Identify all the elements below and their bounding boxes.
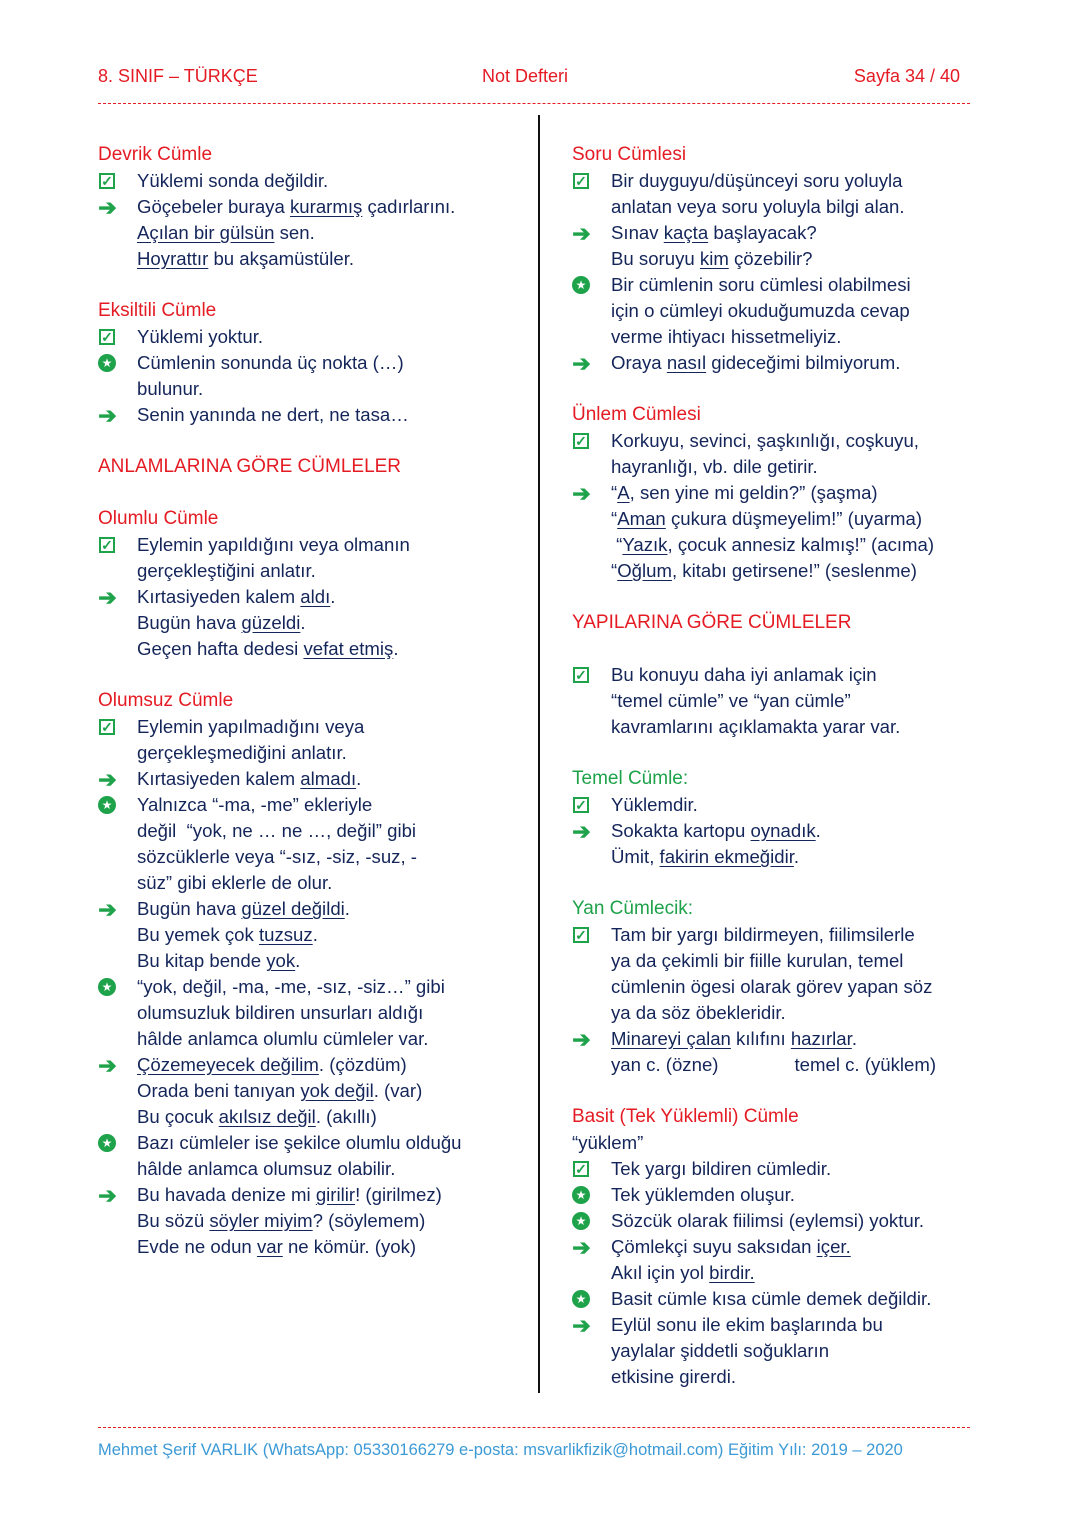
text-segment: Kırtasiyeden kalem [137,768,301,789]
text-segment: . (var) [373,1080,423,1101]
list-item [572,1312,992,1390]
text-segment: Sınav [611,222,664,243]
item-line [137,766,518,792]
list-item [98,1052,518,1130]
text-line [572,1130,992,1156]
list-item [572,1234,992,1286]
item-line [611,818,992,844]
text-segment: ? (söylemem) [312,1210,426,1231]
section-heading: Basit (Tek Yüklemli) Cümle [572,1106,799,1127]
text-segment: kavramlarını açıklamakta yarar var. [611,716,901,737]
item-line [137,532,518,558]
item-line [611,792,992,818]
list-item [98,402,518,428]
item-line [611,1156,992,1182]
item-line [137,324,518,350]
text-segment: ne kömür. (yok) [282,1236,417,1257]
spacer [98,480,518,506]
underlined-text: güzel değildi [241,898,345,919]
text-segment: Eylemin yapıldığını veya olmanın [137,534,410,555]
item-line [137,844,518,870]
text-segment: Bir duyguyu/düşünceyi soru yoluyla [611,170,903,191]
underlined-text: Aman [617,508,666,529]
item-line [137,922,518,948]
item-line [611,974,992,1000]
spacer [572,584,992,610]
left-column [98,142,518,1260]
text-segment: başlayacak? [708,222,817,243]
text-segment: çadırlarını. [362,196,456,217]
text-segment: hayranlığı, vb. dile getirir. [611,456,818,477]
text-segment: . [300,612,306,633]
arrow-icon: ➔ [572,1026,591,1052]
text-segment: ! (girilmez) [355,1184,442,1205]
item-line [137,636,518,662]
underlined-text: tuzsuz [258,924,313,945]
list-item [572,1208,992,1234]
text-segment: gerçekleştiğini anlatır. [137,560,316,581]
text-segment: Bazı cümleler ise şekilce olumlu olduğu [137,1132,462,1153]
list-item [572,1156,992,1182]
underlined-text: vefat etmiş [303,638,394,659]
section-heading: Olumsuz Cümle [98,690,234,711]
text-segment: sözcüklerle veya “-sız, -siz, -suz, - [137,846,417,867]
text-segment: Eylül sonu ile ekim başlarında bu [611,1314,883,1335]
text-segment: Yüklemi sonda değildir. [137,170,329,191]
item-line [611,1338,992,1364]
text-segment: Cümlenin sonunda üç nokta (…) [137,352,404,373]
list-item [572,480,992,584]
list-item [98,896,518,974]
item-line [137,714,518,740]
text-segment: “ [611,560,618,581]
text-segment: “yüklem” [572,1132,644,1153]
text-segment: Tek yargı bildiren cümledir. [611,1158,832,1179]
text-segment: Göçebeler buraya [137,196,290,217]
list-item [572,792,992,818]
item-line [137,974,518,1000]
item-line [137,1182,518,1208]
text-segment: Yalnızca “-ma, -me” ekleriyle [137,794,373,815]
text-segment: . [312,924,318,945]
section-heading: Olumlu Cümle [98,508,219,529]
item-line [611,662,992,688]
item-line [611,1182,992,1208]
text-segment: Bu soruyu [611,248,700,269]
star-icon: ★ [98,354,116,372]
check-icon: ✓ [99,719,115,735]
text-segment: “ [611,534,623,555]
item-line [611,844,992,870]
text-segment: Çömlekçi suyu saksıdan [611,1236,817,1257]
underlined-text: kim [699,248,729,269]
item-line [137,1104,518,1130]
item-line [137,376,518,402]
list-item [98,1130,518,1182]
item-line [137,584,518,610]
list-item [98,584,518,662]
text-segment: . (çözdüm) [318,1054,407,1075]
text-segment: Bu sözü [137,1210,210,1231]
list-item [98,324,518,350]
item-line [611,1052,992,1078]
text-segment: . [356,768,362,789]
item-line [137,1234,518,1260]
text-segment: Senin yanında ne dert, ne tasa… [137,404,409,425]
item-line [137,1130,518,1156]
text-segment: , çocuk annesiz kalmış!” (acıma) [667,534,935,555]
list-item [572,168,992,220]
check-icon: ✓ [573,797,589,813]
list-item [98,168,518,194]
underlined-text: girilir [315,1184,356,1205]
item-line [611,194,992,220]
item-line [137,1026,518,1052]
check-icon: ✓ [99,329,115,345]
text-segment: . [330,586,336,607]
spacer [572,870,992,896]
item-line [137,1156,518,1182]
text-segment: verme ihtiyacı hissetmeliyiz. [611,326,842,347]
underlined-text: almadı [300,768,357,789]
item-line [611,922,992,948]
text-segment: bulunur. [137,378,204,399]
list-item [572,1286,992,1312]
underlined-text: kurarmış [289,196,363,217]
text-segment: Bu havada denize mi [137,1184,316,1205]
arrow-icon: ➔ [572,220,591,246]
text-segment: Sözcük olarak fiilimsi (eylemsi) yoktur. [611,1210,925,1231]
star-icon: ★ [98,796,116,814]
spacer [572,376,992,402]
item-line [137,246,518,272]
underlined-text: Minareyi çalan [611,1028,731,1049]
item-line [611,350,992,376]
underlined-text: Yazık [622,534,668,555]
item-line [137,402,518,428]
arrow-icon: ➔ [572,818,591,844]
list-item [98,1182,518,1260]
item-line [611,1312,992,1338]
list-item [572,662,992,740]
item-line [611,298,992,324]
text-segment: Basit cümle kısa cümle demek değildir. [611,1288,932,1309]
list-item [572,428,992,480]
underlined-text: Çözemeyecek değilim [137,1054,319,1075]
underlined-text: yok [266,950,296,971]
underlined-text: hazırlar [790,1028,852,1049]
item-line [611,1234,992,1260]
star-icon: ★ [572,1290,590,1308]
arrow-icon: ➔ [572,350,591,376]
item-line [611,220,992,246]
underlined-text: kaçta [663,222,709,243]
underlined-text: Hoyrattır [137,248,209,269]
text-segment: anlatan veya soru yoluyla bilgi alan. [611,196,905,217]
text-segment: Oraya [611,352,667,373]
underlined-text: oynadık [750,820,816,841]
underlined-text: nasıl [666,352,707,373]
text-segment: Tek yüklemden oluşur. [611,1184,795,1205]
list-item [572,818,992,870]
item-line [611,948,992,974]
text-segment: , sen yine mi geldin?” (şaşma) [629,482,878,503]
arrow-icon: ➔ [572,480,591,506]
arrow-icon: ➔ [98,194,117,220]
star-icon: ★ [572,1186,590,1204]
check-icon: ✓ [573,667,589,683]
text-segment: Orada beni tanıyan [137,1080,301,1101]
item-line [611,246,992,272]
arrow-icon: ➔ [98,584,117,610]
item-line [137,168,518,194]
footer-text: Mehmet Şerif VARLIK (WhatsApp: 05330166279 e-posta: msvarlikfizik@hotmail.com) Eğitim Yılı: 2019 – 2020 [98,1441,903,1459]
text-segment: Bu yemek çok [137,924,259,945]
underlined-text: güzeldi [241,612,301,633]
item-line [572,1130,992,1156]
item-line [611,1026,992,1052]
arrow-icon: ➔ [98,896,117,922]
check-icon: ✓ [573,927,589,943]
text-segment: etkisine girerdi. [611,1366,737,1387]
text-segment: çözebilir? [728,248,813,269]
underlined-text: aldı [300,586,331,607]
arrow-icon: ➔ [572,1234,591,1260]
underlined-text: birdir. [709,1262,755,1283]
text-segment: , kitabı getirsene!” (seslenme) [671,560,917,581]
arrow-icon: ➔ [98,402,117,428]
item-line [611,1000,992,1026]
list-item [98,792,518,896]
text-segment: Bugün hava [137,612,242,633]
text-segment: ya da çekimli bir fiille kurulan, temel [611,950,904,971]
text-segment: Sokakta kartopu [611,820,751,841]
check-icon: ✓ [573,173,589,189]
text-segment: Ümit, [611,846,660,867]
list-item [572,272,992,350]
text-segment: “ [611,482,618,503]
text-segment: Kırtasiyeden kalem [137,586,301,607]
text-segment: Evde ne odun [137,1236,257,1257]
list-item [98,350,518,402]
underlined-text: içer. [816,1236,851,1257]
item-line [611,480,992,506]
underlined-text: söyler miyim [209,1210,313,1231]
text-segment: Geçen hafta dedesi [137,638,304,659]
star-icon: ★ [98,978,116,996]
text-segment: değil “yok, ne … ne …, değil” gibi [137,820,417,841]
text-segment: süz” gibi eklerle de olur. [137,872,333,893]
item-line [137,818,518,844]
item-line [611,532,992,558]
list-item [98,974,518,1052]
section-heading: YAPILARINA GÖRE CÜMLELER [572,612,852,633]
list-item [572,350,992,376]
underlined-text: A [617,482,630,503]
spacer [98,662,518,688]
text-segment: . [344,898,350,919]
underlined-text: Açılan bir gülsün [137,222,275,243]
star-icon: ★ [572,276,590,294]
underlined-text: yok değil [300,1080,374,1101]
spacer [572,636,992,662]
text-segment: . (akıllı) [315,1106,377,1127]
section-heading: Yan Cümlecik: [572,898,694,919]
text-segment: . [815,820,821,841]
item-line [611,272,992,298]
item-line [137,220,518,246]
text-segment: . [295,950,301,971]
text-segment: “temel cümle” ve “yan cümle” [611,690,851,711]
text-segment: Eylemin yapılmadığını veya [137,716,365,737]
item-line [611,428,992,454]
section-heading: Eksiltili Cümle [98,300,217,321]
section-heading: Temel Cümle: [572,768,689,789]
text-segment: hâlde anlamca olumlu cümleler var. [137,1028,429,1049]
text-segment: bu akşamüstüler. [208,248,355,269]
check-icon: ✓ [99,537,115,553]
text-segment: Yüklemdir. [611,794,698,815]
text-segment: kılıfını [730,1028,791,1049]
text-segment: gerçekleşmediğini anlatır. [137,742,347,763]
underlined-text: fakirin ekmeğidir [659,846,794,867]
item-line [611,168,992,194]
column-divider [538,115,540,1393]
text-segment: yaylalar şiddetli soğukların [611,1340,830,1361]
check-icon: ✓ [99,173,115,189]
underlined-text: akılsız değil [218,1106,316,1127]
text-segment: için o cümleyi okuduğumuzda cevap [611,300,910,321]
item-line [137,870,518,896]
text-segment: Bir cümlenin soru cümlesi olabilmesi [611,274,911,295]
item-line [137,350,518,376]
list-item [98,766,518,792]
text-segment: yan c. (özne) [611,1054,719,1075]
spacer [98,428,518,454]
spacer [98,272,518,298]
item-line [137,1078,518,1104]
arrow-icon: ➔ [98,1052,117,1078]
item-line [137,948,518,974]
item-line [137,792,518,818]
list-item [98,532,518,584]
text-segment: cümlenin ögesi olarak görev yapan söz [611,976,933,997]
text-segment: “ [611,508,618,529]
list-item [572,220,992,272]
check-icon: ✓ [573,1161,589,1177]
item-line [611,1364,992,1390]
arrow-icon: ➔ [98,1182,117,1208]
item-line [611,454,992,480]
footer-divider [98,1427,970,1428]
item-line [137,896,518,922]
text-segment: temel c. (yüklem) [794,1054,937,1075]
header-page-number: Sayfa 34 / 40 [853,66,960,86]
item-line [611,714,992,740]
item-line [611,506,992,532]
text-segment: ya da söz öbekleridir. [611,1002,786,1023]
item-line [611,688,992,714]
section-heading: Ünlem Cümlesi [572,404,701,425]
item-line [611,324,992,350]
text-segment: Bu konuyu daha iyi anlamak için [611,664,877,685]
text-segment: Bu çocuk [137,1106,219,1127]
star-icon: ★ [572,1212,590,1230]
item-line [137,740,518,766]
spacer [572,1078,992,1104]
text-segment: Bugün hava [137,898,242,919]
check-icon: ✓ [573,433,589,449]
text-segment: hâlde anlamca olumsuz olabilir. [137,1158,396,1179]
list-item [572,922,992,1026]
arrow-icon: ➔ [98,766,117,792]
arrow-icon: ➔ [572,1312,591,1338]
header-title: Not Defteri [482,66,569,86]
text-segment: . [393,638,399,659]
item-line [137,610,518,636]
star-icon: ★ [98,1134,116,1152]
item-line [611,1208,992,1234]
item-line [137,558,518,584]
list-item [98,194,518,272]
text-segment: gideceğimi bilmiyorum. [706,352,901,373]
header-course: 8. SINIF – TÜRKÇE [98,66,258,86]
text-segment: çukura düşmeyelim!” (uyarma) [665,508,923,529]
underlined-text: var [256,1236,283,1257]
section-heading: Soru Cümlesi [572,144,687,165]
text-segment: Tam bir yargı bildirmeyen, fiilimsilerle [611,924,915,945]
item-line [137,194,518,220]
text-segment: Akıl için yol [611,1262,710,1283]
text-segment: Yüklemi yoktur. [137,326,264,347]
underlined-text: Oğlum [617,560,672,581]
text-segment: Bu kitap bende [137,950,267,971]
list-item [572,1182,992,1208]
item-line [137,1208,518,1234]
section-heading: Devrik Cümle [98,144,213,165]
text-segment: “yok, değil, -ma, -me, -sız, -siz…” gibi [137,976,445,997]
text-segment: . [793,846,800,867]
item-line [611,1260,992,1286]
item-line [137,1052,518,1078]
right-column [572,142,992,1390]
list-item [98,714,518,766]
text-segment: Korkuyu, sevinci, şaşkınlığı, coşkuyu, [611,430,919,451]
text-segment: sen. [274,222,315,243]
text-segment: . [851,1028,857,1049]
item-line [611,1286,992,1312]
item-line [611,558,992,584]
spacer [572,740,992,766]
section-heading: ANLAMLARINA GÖRE CÜMLELER [98,456,402,477]
header-divider [98,103,970,104]
item-line [137,1000,518,1026]
text-segment: olumsuzluk bildiren unsurları aldığı [137,1002,424,1023]
list-item [572,1026,992,1078]
